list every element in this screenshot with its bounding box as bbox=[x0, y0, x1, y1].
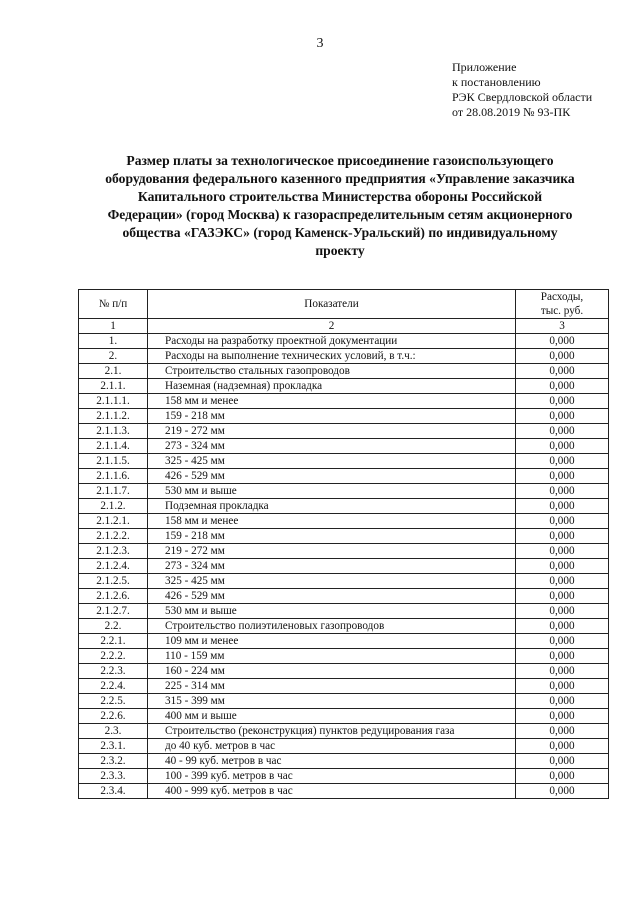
table-row bbox=[79, 379, 609, 394]
row-number: 2.1.2. bbox=[79, 499, 148, 514]
row-indicator: 315 - 399 мм bbox=[148, 694, 516, 709]
row-number: 2.1.1.4. bbox=[79, 439, 148, 454]
row-indicator: 109 мм и менее bbox=[148, 634, 516, 649]
column-number-row bbox=[79, 319, 609, 334]
title-line: Федерации» (город Москва) к газораспределительным сетям акционерного bbox=[107, 207, 573, 222]
row-cost: 0,000 bbox=[516, 499, 609, 514]
row-indicator: Строительство стальных газопроводов bbox=[148, 364, 516, 379]
table-row bbox=[79, 394, 609, 409]
table-row bbox=[79, 334, 609, 349]
table-row bbox=[79, 694, 609, 709]
row-number: 1. bbox=[79, 334, 148, 349]
table-row bbox=[79, 349, 609, 364]
row-cost: 0,000 bbox=[516, 634, 609, 649]
page-number: 3 bbox=[316, 36, 324, 51]
table-row bbox=[79, 424, 609, 439]
row-number: 2.1.1.7. bbox=[79, 484, 148, 499]
row-number: 2.3.1. bbox=[79, 739, 148, 754]
title-line: Капитального строительства Министерства обороны Российской bbox=[137, 189, 543, 204]
row-indicator: 530 мм и выше bbox=[148, 604, 516, 619]
row-indicator: 325 - 425 мм bbox=[148, 454, 516, 469]
row-number: 2.1.1.3. bbox=[79, 424, 148, 439]
row-indicator: 158 мм и менее bbox=[148, 514, 516, 529]
table-row bbox=[79, 619, 609, 634]
row-cost: 0,000 bbox=[516, 679, 609, 694]
row-cost: 0,000 bbox=[516, 454, 609, 469]
row-indicator: Подземная прокладка bbox=[148, 499, 516, 514]
header-cost bbox=[516, 290, 609, 319]
row-number: 2.1.2.4. bbox=[79, 559, 148, 574]
row-cost: 0,000 bbox=[516, 769, 609, 784]
row-indicator: 110 - 159 мм bbox=[148, 649, 516, 664]
row-number: 2.1.2.2. bbox=[79, 529, 148, 544]
row-cost: 0,000 bbox=[516, 739, 609, 754]
table-row bbox=[79, 664, 609, 679]
row-indicator: 325 - 425 мм bbox=[148, 574, 516, 589]
row-indicator: Расходы на выполнение технических условий, в т.ч.: bbox=[148, 349, 516, 364]
document-title bbox=[70, 152, 610, 260]
row-number: 2.2.5. bbox=[79, 694, 148, 709]
row-number: 2.1.2.7. bbox=[79, 604, 148, 619]
table-row bbox=[79, 679, 609, 694]
table-row bbox=[79, 604, 609, 619]
row-cost: 0,000 bbox=[516, 709, 609, 724]
row-cost: 0,000 bbox=[516, 649, 609, 664]
row-indicator: до 40 куб. метров в час bbox=[148, 739, 516, 754]
row-indicator: 219 - 272 мм bbox=[148, 424, 516, 439]
row-cost: 0,000 bbox=[516, 424, 609, 439]
row-number: 2.3.4. bbox=[79, 784, 148, 799]
table-body bbox=[79, 334, 609, 799]
row-cost: 0,000 bbox=[516, 334, 609, 349]
row-number: 2.1.1. bbox=[79, 379, 148, 394]
table-row bbox=[79, 724, 609, 739]
table-row bbox=[79, 529, 609, 544]
row-cost: 0,000 bbox=[516, 559, 609, 574]
row-indicator: 225 - 314 мм bbox=[148, 679, 516, 694]
table-row bbox=[79, 634, 609, 649]
appendix-line: к постановлению bbox=[452, 75, 541, 89]
row-cost: 0,000 bbox=[516, 514, 609, 529]
appendix-line: РЭК Свердловской области bbox=[452, 90, 593, 104]
table-row bbox=[79, 454, 609, 469]
row-indicator: 159 - 218 мм bbox=[148, 529, 516, 544]
row-indicator: 100 - 399 куб. метров в час bbox=[148, 769, 516, 784]
row-cost: 0,000 bbox=[516, 544, 609, 559]
header-num: № п/п bbox=[79, 290, 148, 319]
row-cost: 0,000 bbox=[516, 664, 609, 679]
row-indicator: 159 - 218 мм bbox=[148, 409, 516, 424]
row-indicator: 273 - 324 мм bbox=[148, 559, 516, 574]
row-cost: 0,000 bbox=[516, 589, 609, 604]
column-number: 1 bbox=[79, 319, 148, 334]
row-number: 2.1.2.1. bbox=[79, 514, 148, 529]
row-indicator: Строительство полиэтиленовых газопроводов bbox=[148, 619, 516, 634]
row-cost: 0,000 bbox=[516, 469, 609, 484]
row-number: 2.1.2.5. bbox=[79, 574, 148, 589]
row-number: 2.1.1.5. bbox=[79, 454, 148, 469]
appendix-line: Приложение bbox=[452, 60, 517, 74]
row-cost: 0,000 bbox=[516, 349, 609, 364]
table-row bbox=[79, 769, 609, 784]
table-row bbox=[79, 649, 609, 664]
tariff-table bbox=[78, 289, 609, 799]
row-cost: 0,000 bbox=[516, 529, 609, 544]
header-cost-line: тыс. руб. bbox=[540, 305, 584, 317]
row-number: 2.3.2. bbox=[79, 754, 148, 769]
table-row bbox=[79, 364, 609, 379]
row-indicator: 530 мм и выше bbox=[148, 484, 516, 499]
table-row bbox=[79, 574, 609, 589]
row-number: 2.3.3. bbox=[79, 769, 148, 784]
row-number: 2.3. bbox=[79, 724, 148, 739]
row-cost: 0,000 bbox=[516, 484, 609, 499]
row-number: 2.1.1.6. bbox=[79, 469, 148, 484]
row-cost: 0,000 bbox=[516, 604, 609, 619]
table-row bbox=[79, 709, 609, 724]
row-indicator: 219 - 272 мм bbox=[148, 544, 516, 559]
title-line: общества «ГАЗЭКС» (город Каменск-Уральский) по индивидуальному bbox=[122, 225, 558, 240]
row-indicator: 273 - 324 мм bbox=[148, 439, 516, 454]
row-indicator: 426 - 529 мм bbox=[148, 469, 516, 484]
table-row bbox=[79, 589, 609, 604]
title-line: оборудования федерального казенного предприятия «Управление заказчика bbox=[105, 171, 575, 186]
row-number: 2.2. bbox=[79, 619, 148, 634]
row-number: 2.2.1. bbox=[79, 634, 148, 649]
row-cost: 0,000 bbox=[516, 409, 609, 424]
row-number: 2.1.2.6. bbox=[79, 589, 148, 604]
appendix-line: от 28.08.2019 № 93-ПК bbox=[452, 105, 571, 119]
header-indicator: Показатели bbox=[148, 290, 516, 319]
title-line: Размер платы за технологическое присоединение газоиспользующего bbox=[126, 153, 554, 168]
table-row bbox=[79, 409, 609, 424]
row-cost: 0,000 bbox=[516, 754, 609, 769]
column-number: 3 bbox=[516, 319, 609, 334]
table-row bbox=[79, 514, 609, 529]
table-row bbox=[79, 739, 609, 754]
row-indicator: 426 - 529 мм bbox=[148, 589, 516, 604]
row-cost: 0,000 bbox=[516, 574, 609, 589]
row-cost: 0,000 bbox=[516, 379, 609, 394]
row-indicator: 400 мм и выше bbox=[148, 709, 516, 724]
table-row bbox=[79, 544, 609, 559]
row-number: 2.1. bbox=[79, 364, 148, 379]
header-cost-line: Расходы, bbox=[540, 291, 584, 303]
row-cost: 0,000 bbox=[516, 784, 609, 799]
row-cost: 0,000 bbox=[516, 364, 609, 379]
row-number: 2.2.6. bbox=[79, 709, 148, 724]
row-indicator: Наземная (надземная) прокладка bbox=[148, 379, 516, 394]
table-row bbox=[79, 499, 609, 514]
table-row bbox=[79, 469, 609, 484]
title-line: проекту bbox=[315, 243, 365, 258]
row-number: 2. bbox=[79, 349, 148, 364]
row-cost: 0,000 bbox=[516, 694, 609, 709]
table-row bbox=[79, 754, 609, 769]
table-row bbox=[79, 784, 609, 799]
table-header-row bbox=[79, 290, 609, 319]
table-row bbox=[79, 484, 609, 499]
row-indicator: 40 - 99 куб. метров в час bbox=[148, 754, 516, 769]
row-number: 2.1.2.3. bbox=[79, 544, 148, 559]
row-indicator: Расходы на разработку проектной документации bbox=[148, 334, 516, 349]
row-number: 2.2.3. bbox=[79, 664, 148, 679]
row-number: 2.2.4. bbox=[79, 679, 148, 694]
row-number: 2.2.2. bbox=[79, 649, 148, 664]
row-number: 2.1.1.1. bbox=[79, 394, 148, 409]
appendix-note bbox=[452, 60, 592, 120]
row-indicator: 158 мм и менее bbox=[148, 394, 516, 409]
row-indicator: 400 - 999 куб. метров в час bbox=[148, 784, 516, 799]
table-row bbox=[79, 559, 609, 574]
row-number: 2.1.1.2. bbox=[79, 409, 148, 424]
column-number: 2 bbox=[148, 319, 516, 334]
row-indicator: 160 - 224 мм bbox=[148, 664, 516, 679]
row-indicator: Строительство (реконструкция) пунктов редуцирования газа bbox=[148, 724, 516, 739]
row-cost: 0,000 bbox=[516, 619, 609, 634]
table-row bbox=[79, 439, 609, 454]
row-cost: 0,000 bbox=[516, 439, 609, 454]
row-cost: 0,000 bbox=[516, 394, 609, 409]
row-cost: 0,000 bbox=[516, 724, 609, 739]
